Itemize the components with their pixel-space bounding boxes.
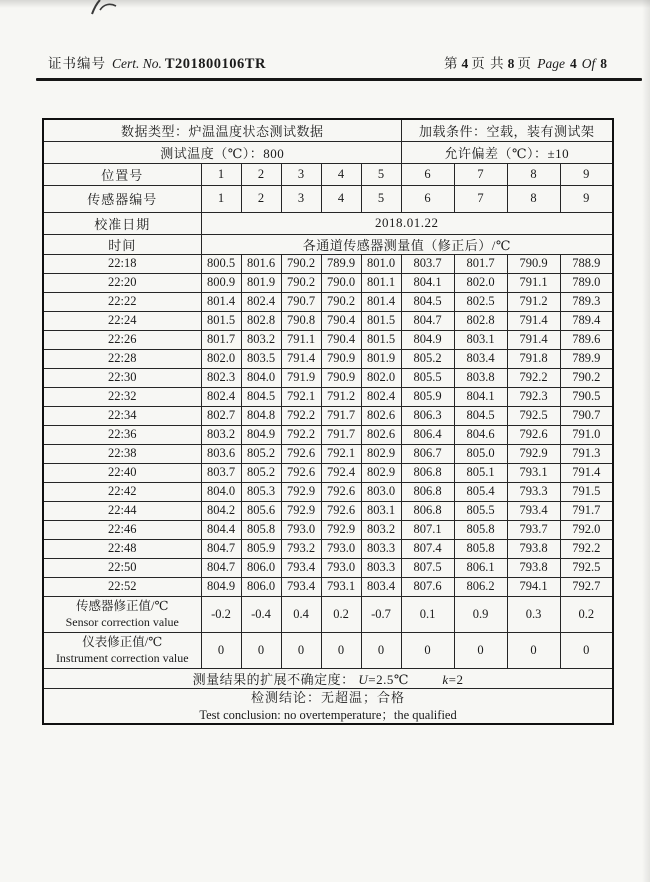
cert-number: T201800106TR	[164, 56, 266, 72]
sensor-correction-row	[43, 596, 613, 632]
sensor-correction-label-zh: 传感器修正值/℃	[76, 599, 169, 613]
reading-value-cell: 807.6	[401, 577, 454, 596]
uncertainty-label: 测量结果的扩展不确定度：	[192, 671, 355, 687]
reading-value-cell: 804.5	[401, 292, 454, 311]
reading-value-cell: 802.8	[241, 311, 281, 330]
reading-value-cell: 803.2	[361, 520, 401, 539]
reading-value-cell: 792.2	[281, 406, 321, 425]
reading-value-cell: 805.8	[241, 520, 281, 539]
reading-value-cell: 804.7	[201, 558, 241, 577]
reading-row	[43, 254, 613, 273]
reading-row	[43, 425, 613, 444]
reading-value-cell: 801.7	[454, 254, 507, 273]
reading-value-cell: 791.1	[281, 330, 321, 349]
time-cell: 22:52	[43, 577, 201, 596]
reading-value-cell: 805.9	[401, 387, 454, 406]
reading-value-cell: 793.0	[281, 520, 321, 539]
reading-row	[43, 406, 613, 425]
reading-value-cell: 793.8	[507, 558, 560, 577]
uncertainty-u-value: =2.5℃	[368, 671, 409, 687]
reading-value-cell: 805.2	[401, 349, 454, 368]
reading-value-cell: 792.6	[281, 463, 321, 482]
allowed-deviation-cell: 允许偏差（℃）：±10	[401, 141, 613, 163]
time-cell: 22:30	[43, 368, 201, 387]
time-cell: 22:40	[43, 463, 201, 482]
uncertainty-u-symbol: U	[358, 671, 369, 687]
cert-number-line	[48, 52, 266, 73]
time-cell: 22:48	[43, 539, 201, 558]
reading-value-cell: 793.8	[507, 539, 560, 558]
time-cell: 22:34	[43, 406, 201, 425]
reading-value-cell: 790.9	[321, 349, 361, 368]
sensor-correction-label-en: Sensor correction value	[65, 615, 179, 629]
reading-value-cell: 792.9	[507, 444, 560, 463]
reading-value-cell: 802.9	[361, 444, 401, 463]
cert-prefix: Cert. No.	[112, 56, 162, 71]
reading-row	[43, 368, 613, 387]
conclusion-cell	[43, 688, 613, 724]
cert-label: 证书编号	[48, 56, 106, 71]
reading-value-cell: 802.0	[201, 349, 241, 368]
reading-value-cell: 789.3	[560, 292, 613, 311]
time-cell: 22:32	[43, 387, 201, 406]
page-indicator	[444, 52, 610, 72]
value-cell: 0.1	[401, 596, 454, 632]
page-total: 8	[507, 56, 515, 71]
time-cell: 22:46	[43, 520, 201, 539]
reading-value-cell: 792.5	[560, 558, 613, 577]
data-type-cell: 数据类型：炉温温度状态测试数据	[43, 119, 401, 141]
reading-value-cell: 805.5	[454, 501, 507, 520]
reading-value-cell: 804.2	[201, 501, 241, 520]
reading-value-cell: 792.1	[281, 387, 321, 406]
instrument-correction-label-cell	[43, 632, 201, 668]
reading-value-cell: 802.7	[201, 406, 241, 425]
reading-value-cell: 802.3	[201, 368, 241, 387]
value-cell: 7	[454, 185, 507, 212]
test-temp-cell: 测试温度（℃）：800	[43, 141, 401, 163]
reading-value-cell: 803.3	[361, 558, 401, 577]
time-cell: 22:42	[43, 482, 201, 501]
reading-value-cell: 807.4	[401, 539, 454, 558]
reading-value-cell: 803.3	[361, 539, 401, 558]
reading-value-cell: 804.1	[454, 387, 507, 406]
reading-value-cell: 801.5	[201, 311, 241, 330]
value-cell: 0.2	[321, 596, 361, 632]
reading-value-cell: 790.2	[281, 273, 321, 292]
reading-row	[43, 292, 613, 311]
reading-value-cell: 801.9	[361, 349, 401, 368]
sensor-correction-label-cell	[43, 596, 201, 632]
reading-value-cell: 805.8	[454, 539, 507, 558]
time-cell: 22:44	[43, 501, 201, 520]
value-cell: 7	[454, 163, 507, 185]
page-number: 4	[461, 56, 469, 71]
reading-value-cell: 790.0	[321, 273, 361, 292]
reading-value-cell: 792.7	[560, 577, 613, 596]
value-cell: 1	[201, 163, 241, 185]
reading-value-cell: 790.7	[281, 292, 321, 311]
reading-value-cell: 802.5	[454, 292, 507, 311]
reading-value-cell: 791.7	[560, 501, 613, 520]
reading-value-cell: 802.9	[361, 463, 401, 482]
reading-value-cell: 792.6	[507, 425, 560, 444]
reading-value-cell: 793.0	[321, 558, 361, 577]
reading-value-cell: 792.1	[321, 444, 361, 463]
calib-date-value-cell: 2018.01.22	[201, 212, 613, 234]
channel-header-cell: 各通道传感器测量值（修正后）/℃	[201, 234, 613, 254]
reading-value-cell: 806.1	[454, 558, 507, 577]
position-row	[43, 163, 613, 185]
reading-value-cell: 804.0	[241, 368, 281, 387]
page-zh-label: 页	[517, 56, 532, 71]
reading-value-cell: 793.7	[507, 520, 560, 539]
reading-value-cell: 807.1	[401, 520, 454, 539]
conclusion-zh: 检测结论：无超温；合格	[251, 689, 406, 705]
conclusion-row	[43, 688, 613, 724]
reading-value-cell: 792.2	[281, 425, 321, 444]
reading-value-cell: 805.8	[454, 520, 507, 539]
value-cell: 0	[201, 632, 241, 668]
reading-value-cell: 792.5	[507, 406, 560, 425]
reading-value-cell: 802.4	[201, 387, 241, 406]
reading-value-cell: 791.5	[560, 482, 613, 501]
reading-value-cell: 805.2	[241, 444, 281, 463]
reading-value-cell: 791.8	[507, 349, 560, 368]
value-cell: 0	[281, 632, 321, 668]
reading-value-cell: 790.4	[321, 311, 361, 330]
reading-value-cell: 806.7	[401, 444, 454, 463]
position-label-cell: 位置号	[43, 163, 201, 185]
reading-value-cell: 805.2	[241, 463, 281, 482]
value-cell: 2	[241, 163, 281, 185]
value-cell: 4	[321, 185, 361, 212]
reading-value-cell: 803.1	[454, 330, 507, 349]
calib-date-row	[43, 212, 613, 234]
value-cell: -0.7	[361, 596, 401, 632]
reading-value-cell: 791.2	[507, 292, 560, 311]
value-cell: 0	[361, 632, 401, 668]
time-cell: 22:22	[43, 292, 201, 311]
reading-value-cell: 792.3	[507, 387, 560, 406]
value-cell: 6	[401, 185, 454, 212]
reading-value-cell: 790.9	[321, 368, 361, 387]
reading-value-cell: 792.9	[281, 501, 321, 520]
reading-value-cell: 804.7	[201, 539, 241, 558]
load-condition-cell: 加载条件：空载，装有测试架	[401, 119, 613, 141]
reading-value-cell: 801.4	[361, 292, 401, 311]
time-label-cell: 时间	[43, 234, 201, 254]
reading-value-cell: 794.1	[507, 577, 560, 596]
reading-value-cell: 806.8	[401, 463, 454, 482]
reading-value-cell: 792.2	[560, 539, 613, 558]
reading-value-cell: 805.0	[454, 444, 507, 463]
value-cell: 0	[560, 632, 613, 668]
value-cell: 4	[321, 163, 361, 185]
reading-value-cell: 790.7	[560, 406, 613, 425]
reading-value-cell: 803.7	[201, 463, 241, 482]
reading-value-cell: 805.9	[241, 539, 281, 558]
time-cell: 22:18	[43, 254, 201, 273]
reading-value-cell: 806.3	[401, 406, 454, 425]
value-cell: 2	[241, 185, 281, 212]
time-cell: 22:24	[43, 311, 201, 330]
value-cell: 3	[281, 163, 321, 185]
reading-value-cell: 791.9	[281, 368, 321, 387]
reading-value-cell: 806.0	[241, 577, 281, 596]
time-cell: 22:50	[43, 558, 201, 577]
value-cell: 0	[401, 632, 454, 668]
value-cell: 0	[321, 632, 361, 668]
reading-value-cell: 793.0	[321, 539, 361, 558]
time-cell: 22:38	[43, 444, 201, 463]
reading-value-cell: 801.5	[361, 330, 401, 349]
reading-value-cell: 802.8	[454, 311, 507, 330]
reading-value-cell: 793.4	[281, 577, 321, 596]
value-cell: 0.4	[281, 596, 321, 632]
reading-value-cell: 805.4	[454, 482, 507, 501]
reading-value-cell: 791.1	[507, 273, 560, 292]
reading-value-cell: 792.2	[507, 368, 560, 387]
reading-value-cell: 791.4	[507, 330, 560, 349]
value-cell: 6	[401, 163, 454, 185]
instrument-correction-label-zh: 仪表修正值/℃	[82, 635, 163, 649]
reading-value-cell: 790.5	[560, 387, 613, 406]
reading-value-cell: 793.3	[507, 482, 560, 501]
data-type-row	[43, 119, 613, 141]
reading-value-cell: 800.9	[201, 273, 241, 292]
value-cell: 5	[361, 163, 401, 185]
sensor-number-row	[43, 185, 613, 212]
reading-value-cell: 793.1	[321, 577, 361, 596]
reading-value-cell: 791.7	[321, 425, 361, 444]
value-cell: -0.4	[241, 596, 281, 632]
time-cell: 22:36	[43, 425, 201, 444]
reading-value-cell: 791.2	[321, 387, 361, 406]
reading-value-cell: 792.4	[321, 463, 361, 482]
reading-row	[43, 501, 613, 520]
reading-value-cell: 792.0	[560, 520, 613, 539]
reading-value-cell: 803.7	[401, 254, 454, 273]
reading-value-cell: 790.2	[281, 254, 321, 273]
time-cell: 22:20	[43, 273, 201, 292]
sensor-label-cell: 传感器编号	[43, 185, 201, 212]
reading-value-cell: 801.7	[201, 330, 241, 349]
reading-value-cell: 792.6	[281, 444, 321, 463]
instrument-correction-label-en: Instrument correction value	[55, 651, 189, 665]
reading-value-cell: 802.6	[361, 406, 401, 425]
value-cell: -0.2	[201, 596, 241, 632]
reading-value-cell: 806.4	[401, 425, 454, 444]
reading-value-cell: 791.3	[560, 444, 613, 463]
reading-value-cell: 791.7	[321, 406, 361, 425]
handwritten-mark	[86, 0, 120, 16]
reading-value-cell: 804.7	[401, 311, 454, 330]
page-en-number: 4	[570, 56, 577, 71]
readings-body	[43, 254, 613, 596]
value-cell: 5	[361, 185, 401, 212]
reading-value-cell: 790.8	[281, 311, 321, 330]
reading-value-cell: 802.0	[454, 273, 507, 292]
reading-value-cell: 805.5	[401, 368, 454, 387]
uncertainty-cell	[43, 668, 613, 688]
reading-value-cell: 806.8	[401, 501, 454, 520]
value-cell: 9	[560, 163, 613, 185]
reading-value-cell: 789.6	[560, 330, 613, 349]
reading-value-cell: 804.4	[201, 520, 241, 539]
reading-value-cell: 804.5	[241, 387, 281, 406]
reading-value-cell: 804.9	[401, 330, 454, 349]
reading-value-cell: 789.0	[560, 273, 613, 292]
value-cell: 0	[241, 632, 281, 668]
value-cell: 0.2	[560, 596, 613, 632]
reading-row	[43, 539, 613, 558]
reading-value-cell: 790.2	[321, 292, 361, 311]
reading-value-cell: 804.5	[454, 406, 507, 425]
reading-value-cell: 802.4	[361, 387, 401, 406]
reading-value-cell: 790.4	[321, 330, 361, 349]
reading-value-cell: 803.6	[201, 444, 241, 463]
reading-row	[43, 387, 613, 406]
value-cell: 0	[507, 632, 560, 668]
calibration-data-table	[42, 118, 614, 725]
reading-value-cell: 803.2	[241, 330, 281, 349]
reading-value-cell: 801.6	[241, 254, 281, 273]
page-en-of: Of	[581, 56, 596, 71]
reading-row	[43, 311, 613, 330]
uncertainty-k-value: =2	[448, 671, 464, 687]
reading-value-cell: 789.9	[560, 349, 613, 368]
reading-value-cell: 805.3	[241, 482, 281, 501]
reading-row	[43, 463, 613, 482]
time-cell: 22:26	[43, 330, 201, 349]
reading-value-cell: 804.0	[201, 482, 241, 501]
reading-value-cell: 791.4	[281, 349, 321, 368]
reading-value-cell: 801.9	[241, 273, 281, 292]
reading-value-cell: 800.5	[201, 254, 241, 273]
value-cell: 8	[507, 163, 560, 185]
reading-value-cell: 804.9	[241, 425, 281, 444]
reading-value-cell: 806.0	[241, 558, 281, 577]
header-divider-rule	[36, 78, 642, 81]
table-footer-section	[43, 596, 613, 724]
reading-value-cell: 792.6	[321, 482, 361, 501]
reading-value-cell: 804.6	[454, 425, 507, 444]
reading-row	[43, 349, 613, 368]
reading-value-cell: 804.8	[241, 406, 281, 425]
value-cell: 1	[201, 185, 241, 212]
reading-value-cell: 803.8	[454, 368, 507, 387]
conclusion-en: Test conclusion: no overtemperature；the qualified	[199, 707, 457, 722]
reading-value-cell: 801.0	[361, 254, 401, 273]
reading-value-cell: 792.9	[321, 520, 361, 539]
value-cell: 0.9	[454, 596, 507, 632]
page-en-label: Page	[537, 56, 565, 71]
reading-value-cell: 791.0	[560, 425, 613, 444]
value-cell: 8	[507, 185, 560, 212]
reading-value-cell: 802.0	[361, 368, 401, 387]
reading-value-cell: 793.1	[507, 463, 560, 482]
reading-row	[43, 482, 613, 501]
uncertainty-row	[43, 668, 613, 688]
reading-value-cell: 789.9	[321, 254, 361, 273]
reading-value-cell: 792.6	[321, 501, 361, 520]
instrument-correction-row	[43, 632, 613, 668]
reading-value-cell: 807.5	[401, 558, 454, 577]
value-cell: 9	[560, 185, 613, 212]
reading-value-cell: 801.5	[361, 311, 401, 330]
reading-value-cell: 803.4	[454, 349, 507, 368]
uncertainty-k-symbol: k	[442, 671, 449, 687]
page-zh-label: 页 共	[471, 56, 505, 71]
reading-value-cell: 793.2	[281, 539, 321, 558]
reading-value-cell: 790.9	[507, 254, 560, 273]
value-cell: 0.3	[507, 596, 560, 632]
test-temp-row	[43, 141, 613, 163]
reading-value-cell: 792.9	[281, 482, 321, 501]
value-cell: 3	[281, 185, 321, 212]
reading-value-cell: 806.2	[454, 577, 507, 596]
reading-value-cell: 804.1	[401, 273, 454, 292]
calib-date-label-cell: 校准日期	[43, 212, 201, 234]
reading-value-cell: 791.4	[507, 311, 560, 330]
page-zh-label: 第	[444, 56, 459, 71]
reading-value-cell: 803.5	[241, 349, 281, 368]
reading-value-cell: 806.8	[401, 482, 454, 501]
reading-value-cell: 805.6	[241, 501, 281, 520]
reading-value-cell: 803.2	[201, 425, 241, 444]
scan-edge-shading	[642, 0, 650, 882]
reading-value-cell: 801.1	[361, 273, 401, 292]
page-en-total: 8	[600, 56, 607, 71]
time-cell: 22:28	[43, 349, 201, 368]
reading-row	[43, 577, 613, 596]
reading-value-cell: 803.1	[361, 501, 401, 520]
reading-row	[43, 330, 613, 349]
reading-value-cell: 793.4	[507, 501, 560, 520]
reading-value-cell: 789.4	[560, 311, 613, 330]
page-header	[48, 52, 610, 73]
reading-value-cell: 790.2	[560, 368, 613, 387]
reading-value-cell: 788.9	[560, 254, 613, 273]
reading-value-cell: 802.4	[241, 292, 281, 311]
time-header-row	[43, 234, 613, 254]
reading-value-cell: 802.6	[361, 425, 401, 444]
reading-value-cell: 793.4	[281, 558, 321, 577]
reading-row	[43, 520, 613, 539]
reading-row	[43, 444, 613, 463]
reading-value-cell: 805.1	[454, 463, 507, 482]
reading-value-cell: 803.4	[361, 577, 401, 596]
reading-value-cell: 791.4	[560, 463, 613, 482]
table-header-section	[43, 119, 613, 254]
value-cell: 0	[454, 632, 507, 668]
reading-value-cell: 803.0	[361, 482, 401, 501]
reading-value-cell: 804.9	[201, 577, 241, 596]
reading-value-cell: 801.4	[201, 292, 241, 311]
reading-row	[43, 273, 613, 292]
reading-row	[43, 558, 613, 577]
